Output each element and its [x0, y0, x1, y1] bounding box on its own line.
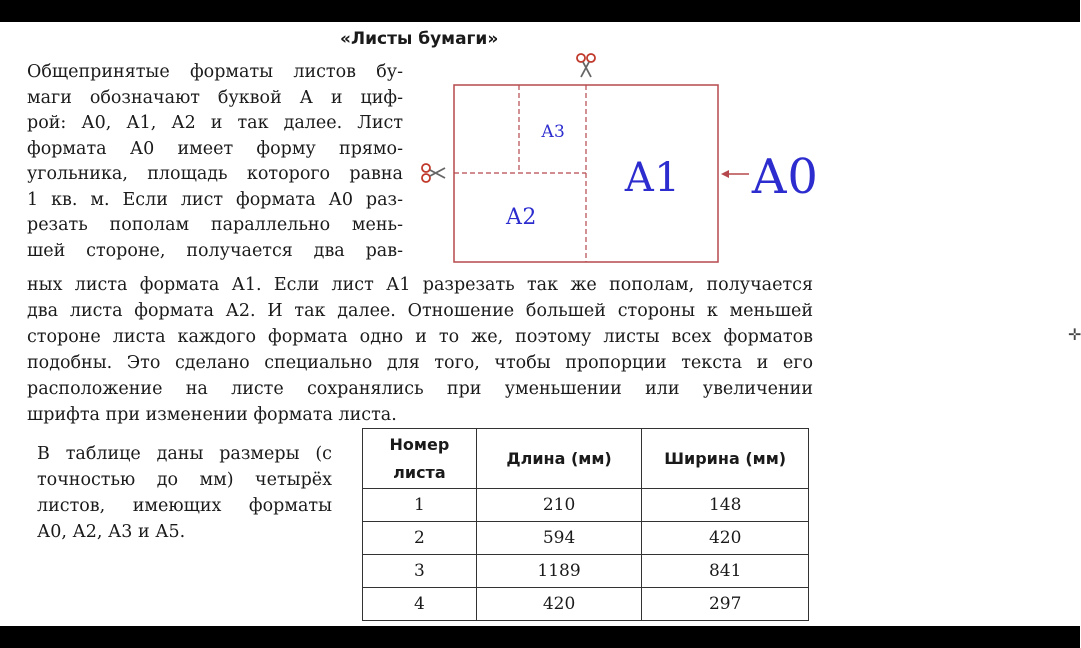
- label-a0: А0: [751, 149, 818, 205]
- crosshair-cursor-icon: ✛: [1068, 325, 1081, 344]
- body-line: шрифта при изменении формата листа.: [27, 405, 397, 425]
- body-line: стороне листа каждого формата одно и то же, поэтому листы всех форматов: [27, 327, 813, 347]
- sheet-sizes-table: [362, 428, 809, 621]
- scissors-top-icon: [577, 54, 595, 77]
- paper-format-diagram: [415, 45, 835, 267]
- cell-length: 420: [476, 588, 642, 621]
- intro-line: маги обозначают буквой А и циф-: [27, 87, 403, 108]
- cell-number: 2: [363, 522, 477, 555]
- label-a1: А1: [624, 155, 680, 201]
- task-line: А0, А2, А3 и А5.: [37, 522, 186, 542]
- cell-width: 297: [642, 588, 809, 621]
- header-width: Ширина (мм): [642, 429, 809, 489]
- cell-number: 1: [363, 489, 477, 522]
- cell-width: 420: [642, 522, 809, 555]
- intro-paragraph: [27, 60, 403, 264]
- page-title: «Листы бумаги»: [340, 29, 499, 49]
- task-line: листов, имеющих форматы: [37, 496, 332, 516]
- bottom-black-bar: [0, 626, 1080, 648]
- task-line: точностью до мм) четырёх: [37, 470, 332, 490]
- cell-number: 3: [363, 555, 477, 588]
- body-line: ных листа формата А1. Если лист А1 разрезать так же пополам, получается: [27, 275, 813, 295]
- cell-width: 148: [642, 489, 809, 522]
- table-row: [363, 588, 809, 621]
- cell-width: 841: [642, 555, 809, 588]
- intro-line: Общепринятые форматы листов бу-: [27, 62, 403, 82]
- cell-length: 1189: [476, 555, 642, 588]
- label-a2: А2: [505, 205, 537, 230]
- body-line: расположение на листе сохранялись при уменьшении или увеличении: [27, 379, 813, 399]
- a0-pointer-arrowhead: [721, 170, 729, 178]
- intro-line: рой: А0, А1, А2 и так далее. Лист: [27, 113, 403, 133]
- task-line: В таблице даны размеры (с: [37, 444, 332, 464]
- header-length: Длина (мм): [476, 429, 642, 489]
- intro-line: 1 кв. м. Если лист формата А0 раз-: [27, 189, 403, 210]
- table-row: [363, 489, 809, 522]
- cell-number: 4: [363, 588, 477, 621]
- cell-length: 210: [476, 489, 642, 522]
- cell-length: 594: [476, 522, 642, 555]
- task-paragraph: [37, 441, 332, 545]
- table-header-row: [363, 429, 809, 489]
- intro-line: формата А0 имеет форму прямо-: [27, 138, 403, 159]
- label-a3: А3: [541, 122, 565, 142]
- header-sheet-number: [363, 429, 477, 489]
- intro-line: резать пополам параллельно мень-: [27, 215, 403, 235]
- intro-line: шей стороне, получается два рав-: [27, 240, 403, 261]
- body-paragraph: [27, 272, 813, 428]
- header-number-line2: листа: [393, 462, 446, 482]
- scissors-left-icon: [422, 164, 445, 182]
- table-row: [363, 555, 809, 588]
- intro-line: угольника, площадь которого равна: [27, 164, 403, 184]
- body-line: два листа формата А2. И так далее. Отношение большей стороны к меньшей: [27, 301, 813, 321]
- header-number-line1: Номер: [389, 434, 450, 454]
- top-black-bar: [0, 0, 1080, 22]
- body-line: подобны. Это сделано специально для того, чтобы пропорции текста и его: [27, 353, 813, 373]
- table-row: [363, 522, 809, 555]
